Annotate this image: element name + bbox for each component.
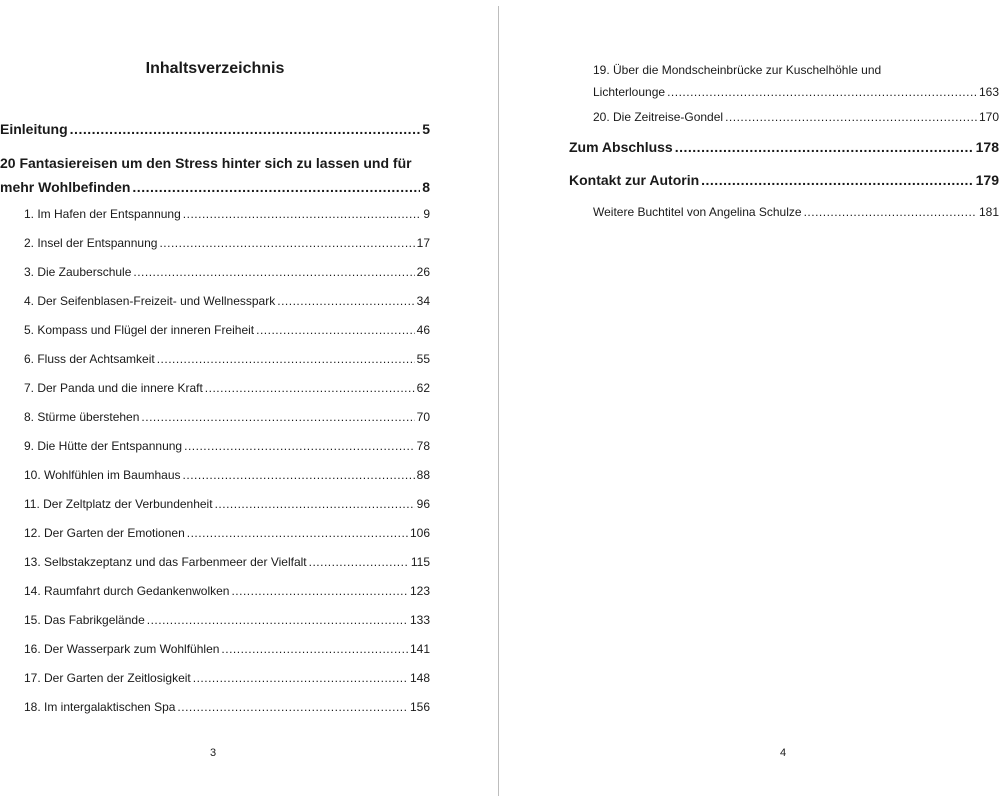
toc-entry-label: 12. Der Garten der Emotionen xyxy=(24,526,185,540)
toc-entry-19-line2 xyxy=(593,81,999,103)
toc-entry-06[interactable] xyxy=(24,352,430,366)
toc-entry-05[interactable] xyxy=(24,323,430,337)
toc-entry-13[interactable] xyxy=(24,555,430,569)
toc-entry-18[interactable] xyxy=(24,700,430,714)
toc-entry-label: 16. Der Wasserpark zum Wohlfühlen xyxy=(24,642,220,656)
toc-entry-page: 17 xyxy=(416,236,430,250)
toc-entry-page: 96 xyxy=(416,497,430,511)
toc-entry-page: 170 xyxy=(978,110,999,124)
dot-leader xyxy=(147,613,408,627)
toc-entry-label: 3. Die Zauberschule xyxy=(24,265,132,279)
toc-section-label: mehr Wohlbefinden xyxy=(0,179,131,195)
dot-leader xyxy=(187,526,408,540)
toc-entry-label: 4. Der Seifenblasen-Freizeit- und Wellnesspark xyxy=(24,294,276,308)
dot-leader xyxy=(667,81,977,103)
toc-entry-14[interactable] xyxy=(24,584,430,598)
toc-entry-label: 15. Das Fabrikgelände xyxy=(24,613,145,627)
toc-entry-page: 5 xyxy=(422,121,430,137)
dot-leader xyxy=(183,207,422,221)
dot-leader xyxy=(725,110,977,124)
toc-entry-label: Zum Abschluss xyxy=(569,139,673,155)
dot-leader xyxy=(256,323,415,337)
dot-leader xyxy=(132,175,420,199)
dot-leader xyxy=(231,584,408,598)
toc-entry-page: 163 xyxy=(978,85,999,99)
toc-entry-label: 14. Raumfahrt durch Gedankenwolken xyxy=(24,584,230,598)
dot-leader xyxy=(205,381,415,395)
toc-entry-page: 78 xyxy=(416,439,430,453)
toc-entry-label: 1. Im Hafen der Entspannung xyxy=(24,207,181,221)
toc-entry-16[interactable] xyxy=(24,642,430,656)
toc-section-line2 xyxy=(0,175,430,199)
dot-leader xyxy=(701,172,974,188)
toc-entry-label: 10. Wohlfühlen im Baumhaus xyxy=(24,468,181,482)
dot-leader xyxy=(309,555,409,569)
toc-entry-19-line1: 19. Über die Mondscheinbrücke zur Kuschelhöhle und xyxy=(593,63,882,77)
toc-entry-page: 55 xyxy=(416,352,430,366)
toc-entry-label: 18. Im intergalaktischen Spa xyxy=(24,700,176,714)
toc-entry-09[interactable] xyxy=(24,439,430,453)
toc-entry-page: 106 xyxy=(409,526,430,540)
toc-entry-11[interactable] xyxy=(24,497,430,511)
toc-entry-label: Lichterlounge xyxy=(593,85,666,99)
dot-leader xyxy=(159,236,414,250)
dot-leader xyxy=(675,139,974,155)
toc-entry-zum-abschluss[interactable] xyxy=(569,139,999,155)
toc-entry-10[interactable] xyxy=(24,468,430,482)
toc-entry-label: Einleitung xyxy=(0,121,68,137)
toc-entry-label: 5. Kompass und Flügel der inneren Freiheit xyxy=(24,323,255,337)
dot-leader xyxy=(193,671,408,685)
toc-section-fantasiereisen[interactable] xyxy=(0,151,430,199)
toc-entry-page: 88 xyxy=(416,468,430,482)
dot-leader xyxy=(70,121,421,137)
toc-entry-19[interactable] xyxy=(593,59,999,103)
toc-section-line1: 20 Fantasiereisen um den Stress hinter sich zu lassen und für xyxy=(0,155,412,171)
toc-entry-label: 8. Stürme überstehen xyxy=(24,410,140,424)
dot-leader xyxy=(141,410,414,424)
toc-entry-label: 17. Der Garten der Zeitlosigkeit xyxy=(24,671,191,685)
toc-entry-04[interactable] xyxy=(24,294,430,308)
dot-leader xyxy=(177,700,408,714)
dot-leader xyxy=(804,205,977,219)
toc-entry-20[interactable] xyxy=(593,110,999,124)
toc-entry-17[interactable] xyxy=(24,671,430,685)
toc-entry-page: 115 xyxy=(410,555,430,569)
toc-title: Inhaltsverzeichnis xyxy=(145,60,285,77)
dot-leader xyxy=(221,642,408,656)
toc-entry-12[interactable] xyxy=(24,526,430,540)
toc-entry-page: 178 xyxy=(975,139,999,155)
dot-leader xyxy=(215,497,415,511)
toc-entry-page: 181 xyxy=(978,205,999,219)
toc-entry-label: Kontakt zur Autorin xyxy=(569,172,700,188)
left-page xyxy=(0,0,498,800)
toc-section-page: 8 xyxy=(422,179,430,195)
toc-entry-label: 11. Der Zeltplatz der Verbundenheit xyxy=(24,497,213,511)
toc-entry-07[interactable] xyxy=(24,381,430,395)
toc-entry-page: 148 xyxy=(409,671,430,685)
page-number-left: 3 xyxy=(209,747,217,759)
toc-entry-label: 20. Die Zeitreise-Gondel xyxy=(593,110,724,124)
toc-entry-08[interactable] xyxy=(24,410,430,424)
dot-leader xyxy=(133,265,414,279)
toc-entry-label: 13. Selbstakzeptanz und das Farbenmeer der Vielfalt xyxy=(24,555,307,569)
toc-entry-page: 62 xyxy=(416,381,430,395)
toc-entry-page: 46 xyxy=(416,323,430,337)
toc-entry-page: 9 xyxy=(423,207,430,221)
toc-entry-label: Weitere Buchtitel von Angelina Schulze xyxy=(593,205,802,219)
toc-entry-page: 26 xyxy=(416,265,430,279)
toc-entry-page: 34 xyxy=(416,294,430,308)
dot-leader xyxy=(277,294,414,308)
toc-entry-15[interactable] xyxy=(24,613,430,627)
toc-entry-kontakt[interactable] xyxy=(569,172,999,188)
dot-leader xyxy=(183,468,415,482)
toc-entry-01[interactable] xyxy=(24,207,430,221)
toc-entry-page: 133 xyxy=(409,613,430,627)
dot-leader xyxy=(157,352,415,366)
toc-entry-page: 179 xyxy=(975,172,999,188)
toc-entry-02[interactable] xyxy=(24,236,430,250)
right-page xyxy=(500,0,1000,800)
toc-entry-label: 6. Fluss der Achtsamkeit xyxy=(24,352,155,366)
toc-entry-weitere-buchtitel[interactable] xyxy=(593,205,999,219)
toc-entry-page: 123 xyxy=(409,584,430,598)
toc-entry-03[interactable] xyxy=(24,265,430,279)
toc-entry-page: 141 xyxy=(409,642,430,656)
page-number-right: 4 xyxy=(779,747,787,759)
toc-entry-page: 70 xyxy=(416,410,430,424)
toc-entry-page: 156 xyxy=(409,700,430,714)
dot-leader xyxy=(184,439,415,453)
toc-entry-einleitung[interactable] xyxy=(0,121,430,137)
toc-entry-label: 2. Insel der Entspannung xyxy=(24,236,158,250)
toc-entry-label: 7. Der Panda und die innere Kraft xyxy=(24,381,203,395)
page-gutter-divider xyxy=(498,6,499,796)
toc-entry-label: 9. Die Hütte der Entspannung xyxy=(24,439,183,453)
